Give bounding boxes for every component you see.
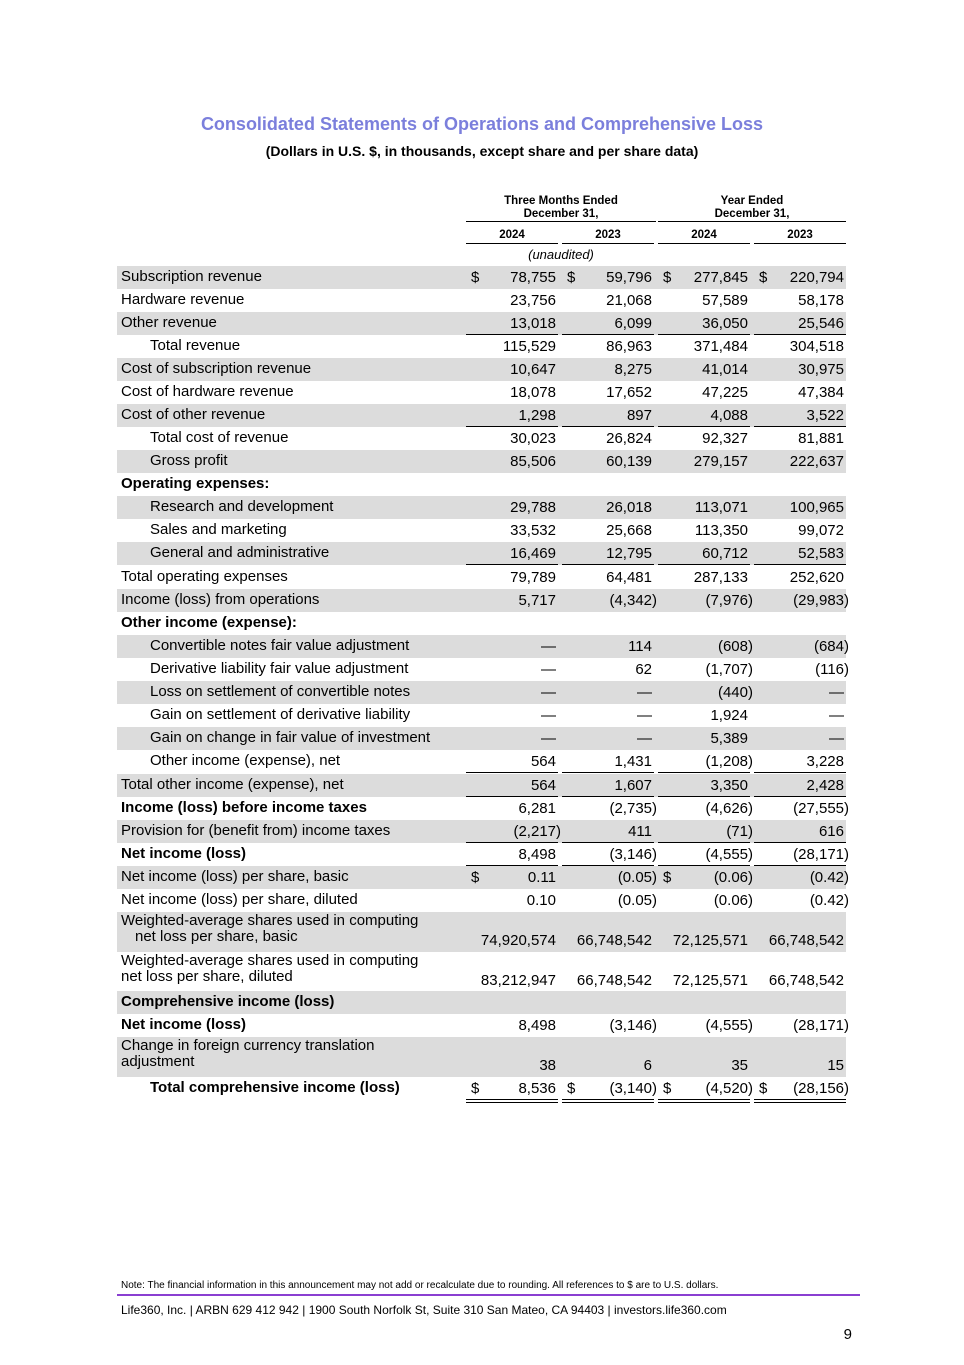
currency-symbol: $: [471, 869, 480, 886]
value-cell: 33,532: [510, 522, 556, 539]
table-row: [117, 704, 846, 727]
row-label: Net income (loss): [121, 1016, 247, 1033]
value-cell: 66,748,542: [768, 972, 844, 989]
table-row: [117, 774, 846, 797]
value-cell: 59,796: [606, 269, 652, 286]
currency-symbol: $: [567, 269, 576, 286]
table-row: [117, 912, 846, 952]
value-cell: (4,520): [705, 1080, 753, 1097]
value-cell: —: [829, 707, 844, 724]
value-cell: 21,068: [606, 292, 652, 309]
value-cell: 35: [731, 1057, 748, 1074]
currency-symbol: $: [471, 269, 480, 286]
value-cell: 25,546: [798, 315, 844, 332]
table-row: [117, 820, 846, 843]
subtotal-underline: [466, 772, 558, 773]
currency-symbol: $: [759, 269, 768, 286]
row-label: Loss on settlement of convertible notes: [150, 683, 411, 700]
table-row: [117, 991, 846, 1014]
value-cell: 113,071: [694, 499, 748, 516]
value-cell: 72,125,571: [672, 972, 748, 989]
row-label: [121, 1038, 374, 1070]
row-label-line2: net loss per share, diluted: [121, 968, 293, 985]
table-row: [117, 797, 849, 820]
total-double-underline: [562, 1099, 654, 1103]
value-cell: (28,171): [793, 1017, 849, 1034]
row-label: Gain on settlement of derivative liability: [150, 706, 411, 723]
value-cell: (29,983): [793, 592, 849, 609]
value-cell: 52,583: [798, 545, 844, 562]
report-subtitle: (Dollars in U.S. $, in thousands, except share and per share data): [265, 143, 699, 159]
value-cell: 79,789: [510, 569, 556, 586]
value-cell: 1,298: [518, 407, 556, 424]
footer-divider: [117, 1294, 860, 1296]
row-label: Convertible notes fair value adjustment: [150, 637, 410, 654]
report-title: Consolidated Statements of Operations and Comprehensive Loss: [200, 114, 764, 134]
subtotal-underline: [658, 564, 750, 565]
value-cell: 83,212,947: [480, 972, 556, 989]
row-label: General and administrative: [150, 544, 330, 561]
subtotal-underline: [658, 772, 750, 773]
col-group-three-months-line1: Three Months Ended: [504, 195, 618, 207]
row-label-line2: net loss per share, basic: [135, 928, 298, 945]
value-cell: 38: [539, 1057, 556, 1074]
value-cell: 114: [628, 638, 652, 655]
value-cell: 57,589: [702, 292, 748, 309]
currency-symbol: $: [663, 269, 672, 286]
value-cell: 6,099: [614, 315, 652, 332]
value-cell: (3,146): [609, 1017, 657, 1034]
value-cell: (4,555): [705, 1017, 753, 1034]
col-year-header: 2023: [754, 229, 846, 244]
value-cell: 0.10: [526, 892, 556, 909]
row-label: Income (loss) before income taxes: [121, 799, 367, 816]
value-cell: 60,139: [606, 453, 652, 470]
row-label: Derivative liability fair value adjustment: [150, 660, 409, 677]
row-label: Total comprehensive income (loss): [150, 1079, 400, 1096]
table-row: [117, 566, 846, 589]
row-label: Research and development: [150, 498, 334, 515]
currency-symbol: $: [567, 1080, 576, 1097]
value-cell: (0.06): [713, 869, 753, 886]
row-label: Hardware revenue: [121, 291, 245, 308]
row-label-line1: Weighted-average shares used in computing: [121, 952, 419, 969]
table-row: [117, 889, 849, 912]
row-label: Income (loss) from operations: [121, 591, 320, 608]
value-cell: 60,712: [702, 545, 748, 562]
value-cell: 616: [818, 823, 844, 840]
table-row: [117, 312, 846, 335]
col-group-year-line2: December 31,: [658, 208, 846, 222]
value-cell: (28,156): [793, 1080, 849, 1097]
value-cell: 16,469: [510, 545, 556, 562]
value-cell: 99,072: [798, 522, 844, 539]
table-row: [117, 1077, 849, 1100]
value-cell: 66,748,542: [576, 932, 652, 949]
value-cell: (608): [717, 638, 753, 655]
value-cell: 897: [626, 407, 652, 424]
col-year-header: 2024: [658, 229, 750, 244]
value-cell: 64,481: [606, 569, 652, 586]
value-cell: 36,050: [702, 315, 748, 332]
value-cell: 304,518: [789, 338, 844, 355]
total-double-underline: [658, 1099, 750, 1103]
value-cell: 26,018: [606, 499, 652, 516]
total-double-underline: [466, 1099, 558, 1103]
value-cell: 66,748,542: [768, 932, 844, 949]
value-cell: 113,350: [694, 522, 748, 539]
subtotal-underline: [754, 564, 846, 565]
table-row: [117, 866, 849, 889]
value-cell: 10,647: [510, 361, 556, 378]
table-row: [117, 519, 846, 542]
value-cell: 18,078: [510, 384, 556, 401]
value-cell: 8,498: [518, 846, 556, 863]
value-cell: 5,717: [518, 592, 556, 609]
table-row: [117, 496, 846, 519]
value-cell: 6: [643, 1057, 652, 1074]
value-cell: 29,788: [510, 499, 556, 516]
value-cell: 1,431: [614, 753, 652, 770]
value-cell: 6,281: [518, 800, 556, 817]
value-cell: 58,178: [798, 292, 844, 309]
table-row: [117, 358, 846, 381]
value-cell: 115,529: [502, 338, 556, 355]
value-cell: 2,428: [806, 777, 844, 794]
value-cell: 92,327: [702, 430, 748, 447]
row-label: Total cost of revenue: [150, 429, 289, 446]
row-label: Net income (loss): [121, 845, 247, 862]
table-row: [117, 750, 846, 773]
table-row: [117, 427, 846, 450]
table-row: [117, 658, 849, 681]
value-cell: 8,498: [518, 1017, 556, 1034]
value-cell: 81,881: [798, 430, 844, 447]
value-cell: 23,756: [510, 292, 556, 309]
table-row: [117, 404, 846, 427]
row-label: Net income (loss) per share, basic: [121, 868, 349, 885]
table-row: [117, 727, 846, 750]
row-label: [121, 953, 418, 985]
col-group-three-months-line2: December 31,: [466, 208, 656, 222]
value-cell: 277,845: [693, 269, 748, 286]
value-cell: 47,384: [798, 384, 844, 401]
value-cell: 78,755: [510, 269, 556, 286]
value-cell: (684): [813, 638, 849, 655]
row-label: Cost of subscription revenue: [121, 360, 312, 377]
value-cell: 3,350: [710, 777, 748, 794]
table-row: [117, 381, 846, 404]
value-cell: (0.05): [617, 869, 657, 886]
total-double-underline: [754, 1099, 846, 1103]
row-label: Operating expenses:: [121, 475, 270, 492]
value-cell: —: [637, 730, 652, 747]
table-row: [117, 289, 846, 312]
value-cell: (3,140): [609, 1080, 657, 1097]
value-cell: —: [541, 730, 556, 747]
value-cell: (28,171): [793, 846, 849, 863]
value-cell: —: [541, 707, 556, 724]
table-row: [117, 635, 849, 658]
value-cell: 12,795: [606, 545, 652, 562]
row-label: Other income (expense), net: [150, 752, 341, 769]
value-cell: 371,484: [693, 338, 748, 355]
col-group-year: [658, 195, 846, 222]
value-cell: 564: [530, 777, 556, 794]
row-label: Subscription revenue: [121, 268, 262, 285]
table-row: [117, 681, 846, 704]
currency-symbol: $: [663, 1080, 672, 1097]
value-cell: —: [829, 730, 844, 747]
row-label: Net income (loss) per share, diluted: [121, 891, 358, 908]
value-cell: (2,735): [609, 800, 657, 817]
value-cell: 100,965: [789, 499, 844, 516]
value-cell: 41,014: [702, 361, 748, 378]
value-cell: (0.05): [617, 892, 657, 909]
table-row: [117, 952, 846, 992]
value-cell: 1,607: [614, 777, 652, 794]
value-cell: —: [637, 707, 652, 724]
value-cell: (116): [815, 661, 849, 678]
value-cell: —: [541, 661, 556, 678]
value-cell: 220,794: [789, 269, 844, 286]
value-cell: 5,389: [710, 730, 748, 747]
row-label: Provision for (benefit from) income taxes: [121, 822, 391, 839]
value-cell: —: [829, 684, 844, 701]
table-row: [117, 1037, 846, 1077]
value-cell: 85,506: [510, 453, 556, 470]
page-number: 9: [843, 1326, 852, 1343]
value-cell: 8,536: [518, 1080, 556, 1097]
table-row: [117, 473, 846, 496]
value-cell: 222,637: [789, 453, 844, 470]
value-cell: 62: [635, 661, 652, 678]
value-cell: (4,626): [705, 800, 753, 817]
subtotal-underline: [562, 564, 654, 565]
value-cell: 13,018: [510, 315, 556, 332]
value-cell: —: [541, 684, 556, 701]
value-cell: (1,208): [705, 753, 753, 770]
value-cell: (4,342): [609, 592, 657, 609]
value-cell: 15: [827, 1057, 844, 1074]
row-label: Comprehensive income (loss): [121, 993, 335, 1010]
value-cell: 3,228: [806, 753, 844, 770]
table-row: [117, 843, 849, 866]
table-row: [117, 612, 846, 635]
value-cell: 25,668: [606, 522, 652, 539]
table-row: [117, 1014, 849, 1037]
value-cell: 1,924: [710, 707, 748, 724]
value-cell: 8,275: [614, 361, 652, 378]
subtotal-underline: [466, 564, 558, 565]
value-cell: 86,963: [606, 338, 652, 355]
currency-symbol: $: [663, 869, 672, 886]
value-cell: —: [637, 684, 652, 701]
footnote: Note: The financial information in this announcement may not add or recalculate due to rounding. All references to $ are to U.S. dollars.: [121, 1280, 719, 1291]
value-cell: —: [541, 638, 556, 655]
value-cell: (0.06): [713, 892, 753, 909]
row-label: Gross profit: [150, 452, 228, 469]
table-row: [117, 450, 846, 473]
value-cell: 74,920,574: [480, 932, 556, 949]
value-cell: (7,976): [705, 592, 753, 609]
value-cell: (0.42): [809, 869, 849, 886]
row-label: Other revenue: [121, 314, 217, 331]
value-cell: (2,217): [513, 823, 561, 840]
value-cell: (3,146): [609, 846, 657, 863]
row-label: Cost of hardware revenue: [121, 383, 294, 400]
value-cell: 4,088: [710, 407, 748, 424]
row-label-line1: Change in foreign currency translation: [121, 1037, 375, 1054]
row-label: Cost of other revenue: [121, 406, 266, 423]
value-cell: 287,133: [693, 569, 748, 586]
row-label: [121, 913, 418, 945]
subtotal-underline: [562, 772, 654, 773]
currency-symbol: $: [759, 1080, 768, 1097]
value-cell: 30,975: [798, 361, 844, 378]
row-label: Total other income (expense), net: [121, 776, 344, 793]
value-cell: 279,157: [693, 453, 748, 470]
row-label: Total operating expenses: [121, 568, 288, 585]
value-cell: 72,125,571: [672, 932, 748, 949]
col-year-header: 2023: [562, 229, 654, 244]
value-cell: (27,555): [793, 800, 849, 817]
value-cell: 252,620: [789, 569, 844, 586]
value-cell: 0.11: [527, 869, 556, 886]
company-footer: Life360, Inc. | ARBN 629 412 942 | 1900 South Norfolk St, Suite 310 San Mateo, CA 94403 | investors.life360.com: [121, 1303, 727, 1317]
value-cell: 411: [628, 823, 652, 840]
row-label-line1: Weighted-average shares used in computing: [121, 912, 419, 929]
table-row: [117, 542, 846, 565]
table-row: [117, 589, 849, 612]
col-group-three-months: [466, 195, 656, 222]
value-cell: 3,522: [806, 407, 844, 424]
subtotal-underline: [754, 772, 846, 773]
col-year-header: 2024: [466, 229, 558, 244]
table-row: [117, 335, 846, 358]
value-cell: (0.42): [809, 892, 849, 909]
value-cell: (71): [726, 823, 753, 840]
value-cell: 17,652: [606, 384, 652, 401]
value-cell: 26,824: [606, 430, 652, 447]
row-label: Total revenue: [150, 337, 241, 354]
currency-symbol: $: [471, 1080, 480, 1097]
row-label: Sales and marketing: [150, 521, 287, 538]
table-row: [117, 266, 846, 289]
unaudited-note: (unaudited): [528, 247, 594, 262]
row-label: Gain on change in fair value of investment: [150, 729, 431, 746]
value-cell: 564: [530, 753, 556, 770]
value-cell: (1,707): [705, 661, 753, 678]
value-cell: 66,748,542: [576, 972, 652, 989]
col-group-year-line1: Year Ended: [720, 195, 784, 207]
value-cell: 47,225: [702, 384, 748, 401]
value-cell: 30,023: [510, 430, 556, 447]
value-cell: (440): [717, 684, 753, 701]
value-cell: (4,555): [705, 846, 753, 863]
row-label: Other income (expense):: [121, 614, 297, 631]
row-label-line2: adjustment: [121, 1053, 195, 1070]
